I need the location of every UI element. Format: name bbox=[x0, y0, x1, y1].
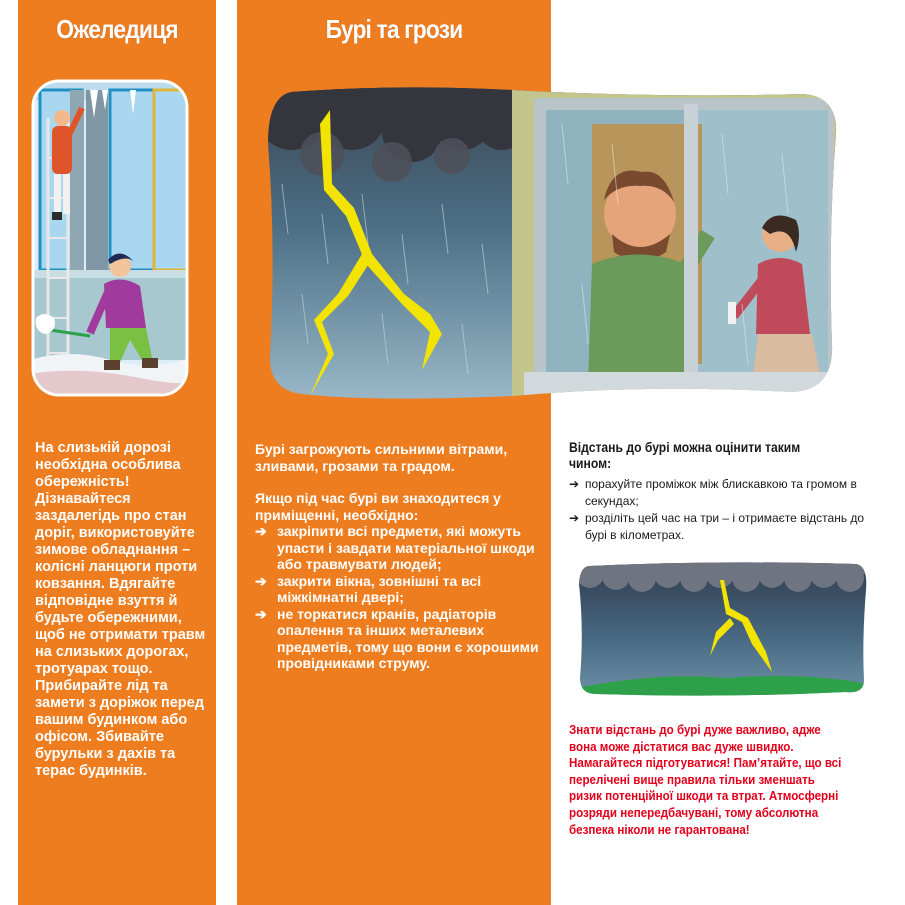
distance-estimate-block bbox=[569, 440, 869, 544]
storm-advice bbox=[255, 441, 545, 672]
arrow-icon: ➔ bbox=[255, 572, 267, 589]
arrow-icon: ➔ bbox=[569, 477, 580, 491]
ice-title: Ожеледиця bbox=[56, 14, 178, 44]
list-item: ➔ закрити вікна, зовнішні та всі міжкімнатні двері; bbox=[255, 572, 482, 605]
storm-rules-list bbox=[255, 523, 545, 672]
lightning-storm-illustration bbox=[576, 560, 868, 698]
arrow-icon: ➔ bbox=[569, 511, 580, 525]
ice-illustration bbox=[30, 78, 190, 398]
list-item: ➔ закріпити всі предмети, які можуть упасти і завдати матеріальної шкоди або травмувати людей; bbox=[255, 523, 535, 572]
storm-intro: Бурі загрожують сильними вітрами, зливами, грозами та градом. bbox=[255, 441, 508, 474]
arrow-icon: ➔ bbox=[255, 523, 267, 539]
distance-title: Відстань до бурі можна оцінити таким чином: bbox=[569, 440, 801, 471]
list-item: ➔ не торкатися кранів, радіаторів опалення та інших металевих предметів, тому що вони є хорошими провідниками струму. bbox=[255, 605, 539, 671]
warning-text: Знати відстань до бурі дуже важливо, адже вона може дістатися вас дуже швидко. Намагайтеся підготуватися! Пам’ятайте, що всі перелічені вище правила тільки зменшать ризик потенційної шкоди та втрат. Атмосферні розряди непередбачувані, тому абсолютна безпека ніколи не гарантована! bbox=[569, 722, 842, 837]
list-item: ➔ порахуйте проміжок між блискавкою та громом в секундах; bbox=[569, 477, 857, 508]
storm-lead: Якщо під час бурі ви знаходитеся у приміщенні, необхідно: bbox=[255, 490, 501, 523]
list-item: ➔ розділіть цей час на три – і отримаєте відстань до бурі в кілометрах. bbox=[569, 511, 865, 542]
distance-steps-list bbox=[569, 476, 869, 544]
storm-title: Бурі та грози bbox=[325, 14, 463, 44]
arrow-icon: ➔ bbox=[255, 605, 267, 622]
ice-advice-text: На слизькій дорозі необхідна особлива обережність! Дізнавайтеся заздалегідь про стан доріг, використовуйте зимове обладнання – колісні ланцюги проти ковзання. Вдягайте відповідне взуття й будьте обережними, щоб не отримати травм на слизьких дорогах, тротуарах тощо. Прибирайте лід та замети з доріжок перед вашим будинком або офісом. Збивайте бурульки з дахів та терас будинків. bbox=[35, 440, 206, 779]
storm-window-illustration bbox=[262, 84, 840, 402]
